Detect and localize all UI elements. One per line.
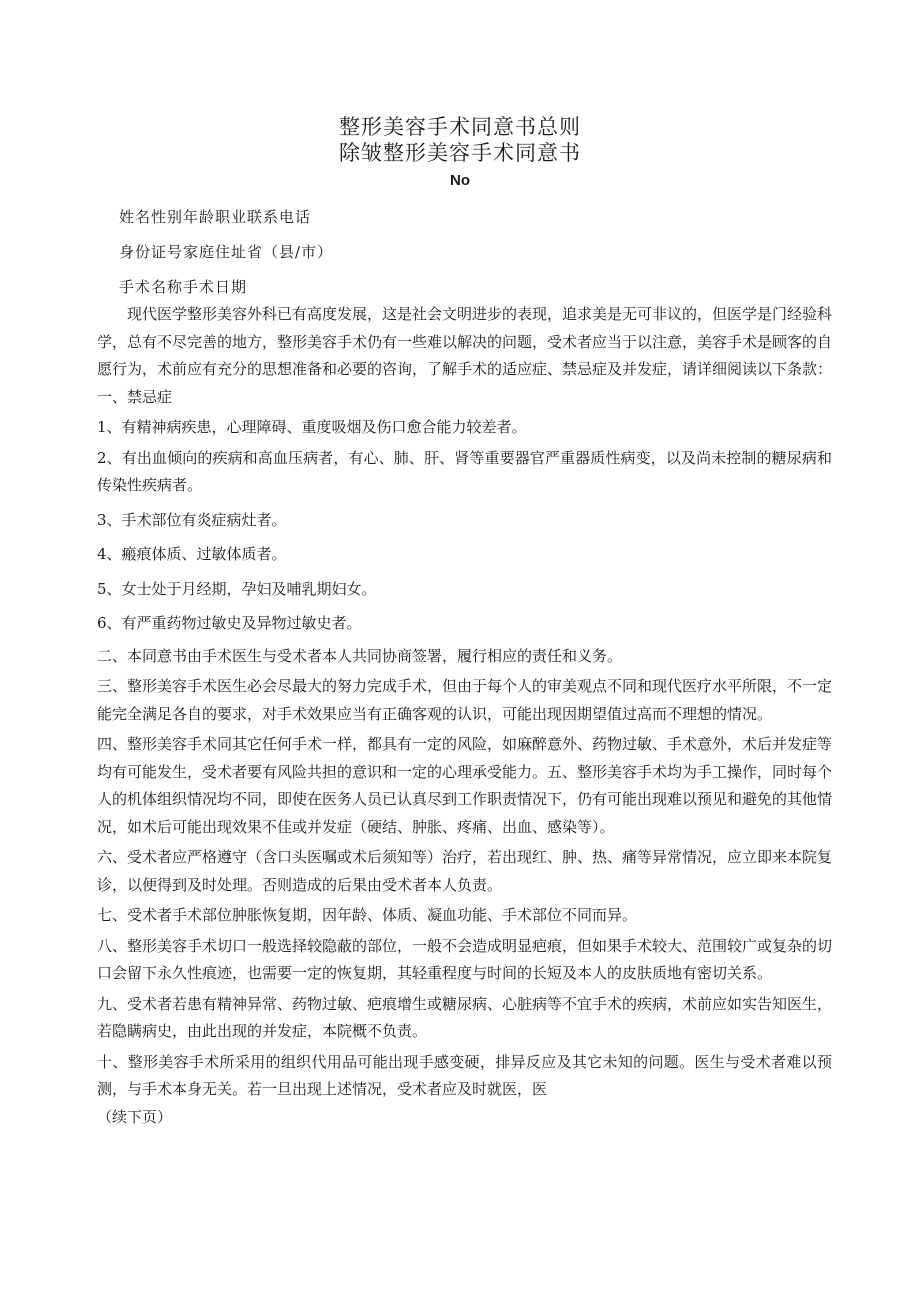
contraindication-item: 5、女士处于月经期，孕妇及哺乳期妇女。 bbox=[97, 579, 377, 598]
clause-paragraph: 八、整形美容手术切口一般选择较隐蔽的部位，一般不会造成明显疤痕，但如果手术较大、范围较广或复杂的切口会留下永久性痕迹，也需要一定的恢复期，其轻重程度与时间的长短及本人的皮肤质地有密切关系。 bbox=[97, 936, 833, 982]
consent-body bbox=[97, 301, 832, 1131]
intro-paragraph: 现代医学整形美容外科已有高度发展，这是社会文明进步的表现，追求美是无可非议的，但医学是门经验科学，总有不尽完善的地方，整形美容手术仍有一些难以解决的问题，受术者应当于以注意，美容手术是顾客的自愿行为，术前应有充分的思想准备和必要的咨询，了解手术的适应症、禁忌症及并发症，请详细阅读以下条款：一、禁忌症 bbox=[97, 305, 833, 406]
clause-paragraph: 十、整形美容手术所采用的组织代用品可能出现手感变硬，排异反应及其它未知的问题。医生与受术者难以预测，与手术本身无关。若一旦出现上述情况，受术者应及时就医，医 bbox=[97, 1052, 832, 1098]
clause-paragraph: 二、本同意书由手术医生与受术者本人共同协商签署，履行相应的责任和义务。 bbox=[97, 646, 623, 665]
contraindication-item: 2、有出血倾向的疾病和高血压病者，有心、肺、肝、肾等重要器官严重器质性病变，以及尚未控制的糖尿病和传染性疾病者。 bbox=[97, 448, 832, 494]
document-number: No bbox=[450, 172, 470, 189]
document-title: 整形美容手术同意书总则 bbox=[339, 115, 581, 139]
patient-info-line-1: 姓名性别年龄职业联系电话 bbox=[119, 208, 312, 226]
clause-paragraph: 九、受术者若患有精神异常、药物过敏、疤痕增生或糖尿病、心脏病等不宜手术的疾病，术前应如实告知医生，若隐瞒病史，由此出现的并发症，本院概不负责。 bbox=[97, 994, 833, 1040]
surgery-info-line: 手术名称手术日期 bbox=[119, 278, 248, 296]
clause-paragraph: 三、整形美容手术医生必会尽最大的努力完成手术，但由于每个人的审美观点不同和现代医疗水平所限，不一定能完全满足各自的要求，对手术效果应当有正确客观的认识，可能出现因期望值过高而不理想的情况。 bbox=[97, 677, 833, 723]
contraindication-item: 4、瘢痕体质、过敏体质者。 bbox=[97, 545, 287, 563]
contraindication-item: 3、手术部位有炎症病灶者。 bbox=[97, 510, 287, 529]
clause-paragraph: 六、受术者应严格遵守（含口头医嘱或术后须知等）治疗，若出现红、肿、热、痛等异常情况，应立即来本院复诊，以便得到及时处理。否则造成的后果由受术者本人负责。 bbox=[97, 848, 833, 894]
continued-note: （续下页） bbox=[97, 1107, 173, 1126]
patient-info-line-2: 身份证号家庭住址省（县/市） bbox=[119, 243, 334, 261]
clause-paragraph: 七、受术者手术部位肿胀恢复期，因年龄、体质、凝血功能、手术部位不同而异。 bbox=[97, 906, 638, 924]
document-subtitle: 除皱整形美容手术同意书 bbox=[339, 141, 581, 165]
contraindication-item: 6、有严重药物过敏史及异物过敏史者。 bbox=[97, 614, 362, 632]
contraindication-item: 1、有精神病疾患，心理障碍、重度吸烟及伤口愈合能力较差者。 bbox=[97, 418, 527, 436]
clause-paragraph: 四、整形美容手术同其它任何手术一样，都具有一定的风险，如麻醉意外、药物过敏、手术意外，术后并发症等均有可能发生，受术者要有风险共担的意识和一定的心理承受能力。五、整形美容手术均为手工操作，同时每个人的机体组织情况均不同，即使在医务人员已认真尽到工作职责情况下，仍有可能出现难以预见和避免的其他情况，如术后可能出现效果不佳或并发症（硬结、肿胀、疼痛、出血、感染等）。 bbox=[97, 735, 833, 836]
